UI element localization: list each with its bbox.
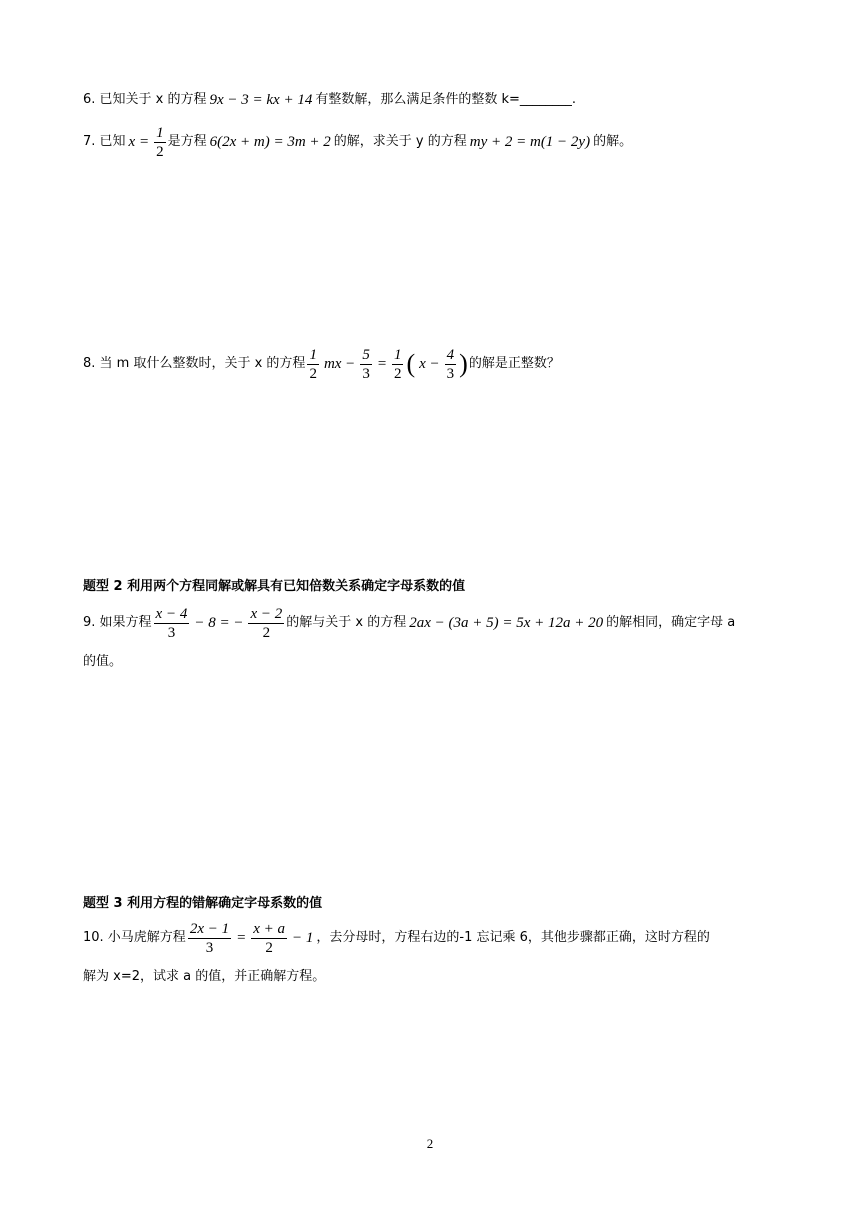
question-9 — [83, 603, 790, 643]
q9-f2-num: x − 2 — [250, 605, 283, 622]
question-7 — [83, 122, 790, 162]
q8-f1-num: 1 — [309, 346, 317, 363]
q8-f2-den: 3 — [362, 365, 370, 382]
question-8 — [83, 344, 790, 384]
q8-f4-num: 4 — [446, 346, 455, 363]
q8-f4-den: 3 — [446, 365, 455, 382]
q8-suffix: 的解是正整数？ — [468, 356, 560, 371]
q10-term-2: − 1 — [292, 930, 314, 946]
q9-mid: 的解与关于 x 的方程 — [286, 615, 407, 630]
q7-equation2: my + 2 = m(1 − 2y) — [469, 134, 591, 150]
q8-open-paren: ( — [406, 349, 416, 378]
q9-term-1: − 8 = − — [194, 615, 244, 631]
q7-fraction — [154, 124, 166, 161]
q7-suffix: 的解。 — [593, 134, 633, 149]
q10-f1-den: 3 — [205, 939, 214, 956]
q7-mid: 是方程 — [167, 134, 207, 149]
q7-prefix: 7. 已知 — [83, 134, 126, 149]
q8-f3-den: 2 — [393, 365, 402, 382]
q9-prefix: 9. 如果方程 — [83, 615, 152, 630]
q8-term-3: x − — [419, 356, 440, 372]
q8-term-1: mx − — [323, 356, 356, 372]
question-9-line-2: 的值。 — [83, 654, 123, 669]
q9-f1-den: 3 — [167, 624, 176, 641]
q7-equation1: 6(2x + m) = 3m + 2 — [209, 134, 331, 150]
q9-f2-den: 2 — [262, 624, 271, 641]
q8-f2-num: 5 — [362, 346, 370, 363]
q6-prefix: 6. 已知关于 x 的方程 — [83, 92, 207, 107]
q10-fraction-2 — [251, 920, 287, 957]
q9-fraction-2 — [248, 605, 284, 642]
section-heading-3: 题型 3 利用方程的错解确定字母系数的值 — [83, 896, 323, 911]
q8-fraction-3 — [392, 346, 404, 383]
q10-term-1: = — [236, 930, 247, 946]
q8-f3-num: 1 — [393, 346, 402, 363]
page-number: 2 — [426, 1136, 434, 1151]
q7-frac-den: 2 — [156, 143, 164, 160]
q8-fraction-2 — [360, 346, 372, 383]
q8-f1-den: 2 — [309, 365, 317, 382]
q9-equation: 2ax − (3a + 5) = 5x + 12a + 20 — [409, 615, 604, 631]
q9-suffix: 的解相同，确定字母 a — [606, 615, 736, 630]
q9-fraction-1 — [154, 605, 190, 642]
q9-f1-num: x − 4 — [155, 605, 188, 622]
q10-suffix: ，去分母时，方程右边的-1 忘记乘 6，其他步骤都正确，这时方程的 — [316, 930, 710, 945]
q10-f1-num: 2x − 1 — [189, 920, 230, 937]
q6-equation: 9x − 3 = kx + 14 — [209, 92, 313, 108]
q8-close-paren: ) — [459, 349, 468, 378]
q10-prefix: 10. 小马虎解方程 — [83, 930, 186, 945]
q8-fraction-4 — [445, 346, 457, 383]
q10-f2-den: 2 — [265, 939, 273, 956]
question-10-line-2: 解为 x=2，试求 a 的值，并正确解方程。 — [83, 969, 326, 984]
q10-fraction-1 — [188, 920, 231, 957]
question-6 — [83, 90, 790, 110]
q7-lhs: x = — [128, 134, 150, 150]
q7-mid2: 的解，求关于 y 的方程 — [333, 134, 467, 149]
q7-frac-num: 1 — [156, 124, 164, 141]
q10-f2-num: x + a — [253, 920, 285, 937]
section-heading-2: 题型 2 利用两个方程同解或解具有已知倍数关系确定字母系数的值 — [83, 579, 466, 594]
question-10 — [83, 918, 790, 958]
q6-suffix: 有整数解，那么满足条件的整数 k=________. — [315, 92, 577, 107]
q8-prefix: 8. 当 m 取什么整数时，关于 x 的方程 — [83, 356, 306, 371]
q8-fraction-1 — [307, 346, 319, 383]
q8-term-2: = — [376, 356, 387, 372]
